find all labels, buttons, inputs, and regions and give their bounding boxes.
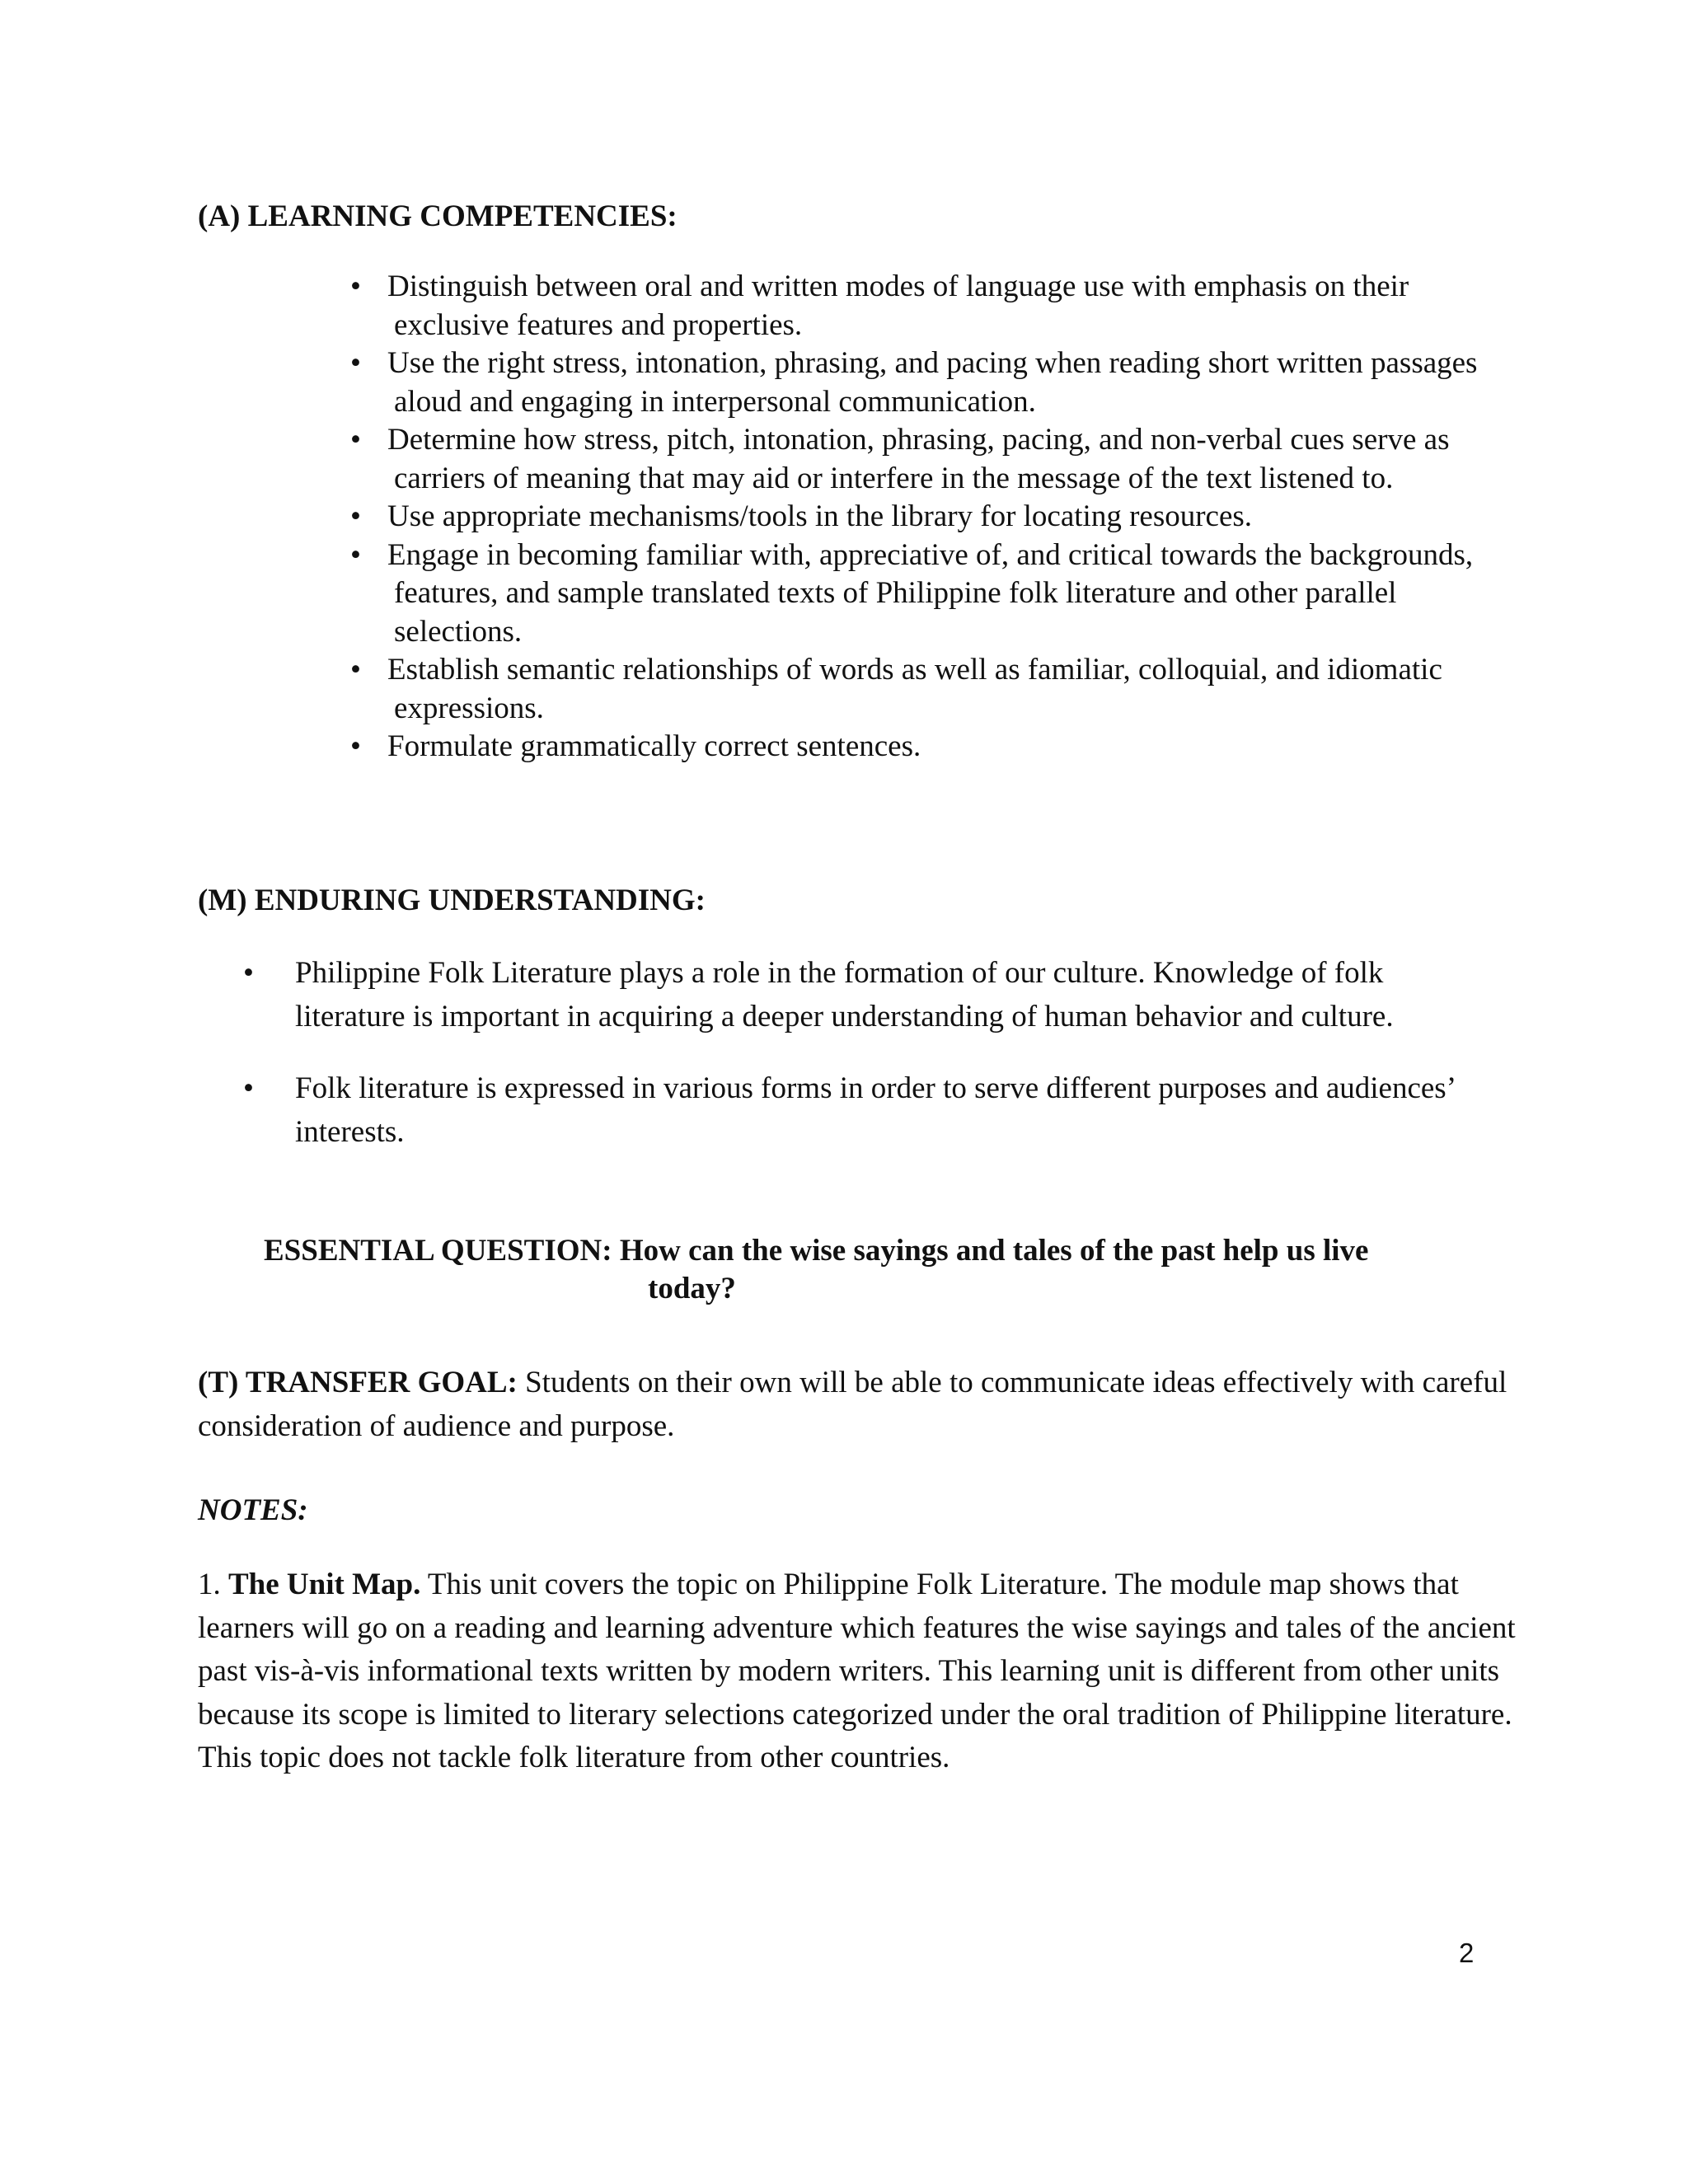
list-item-text: Establish semantic relationships of words as well as familiar, colloquial, and idiomatic expressions.: [387, 653, 1442, 725]
list-item: [243, 952, 1496, 1038]
bullet-icon: •: [350, 499, 361, 533]
notes-item-title: The Unit Map.: [228, 1568, 421, 1601]
list-item-text: Use the right stress, intonation, phrasing, and pacing when reading short written passages aloud and engaging in interpersonal communication.: [387, 346, 1478, 419]
notes-item-text: This unit covers the topic on Philippine Folk Literature. The module map shows that learners will go on a reading and learning adventure which features the wise sayings and tales of the ancient past vis-à-vis informational texts written by modern writers. This learning unit is different from other units because its scope is limited to literary selections categorized under the oral tradition of Philippine literature. This topic does not tackle folk literature from other countries.: [198, 1568, 1516, 1774]
list-item: [243, 1067, 1496, 1154]
list-item: [350, 268, 1488, 344]
bullet-icon: •: [350, 346, 361, 380]
essential-question-label: ESSENTIAL QUESTION:: [264, 1234, 612, 1268]
page-number: 2: [1459, 1938, 1475, 1968]
learning-competencies-heading: (A) LEARNING COMPETENCIES:: [198, 199, 678, 233]
essential-question: [264, 1232, 1500, 1308]
essential-question-text-continued: today?: [648, 1272, 736, 1305]
list-item-text: Determine how stress, pitch, intonation, phrasing, pacing, and non-verbal cues serve as carriers of meaning that may aid or interfere in the message of the text listened to.: [387, 423, 1450, 495]
bullet-icon: •: [350, 653, 361, 687]
list-item: [350, 537, 1488, 652]
learning-competencies-list: [350, 268, 1488, 766]
list-item-text: Philippine Folk Literature plays a role in the formation of our culture. Knowledge of folk literature is important in acquiring a deeper understanding of human behavior and culture.: [295, 956, 1394, 1033]
transfer-goal: [198, 1361, 1517, 1448]
essential-question-text: How can the wise sayings and tales of the past help us live: [619, 1234, 1369, 1268]
transfer-goal-label: (T) TRANSFER GOAL:: [198, 1366, 518, 1399]
list-item-text: Formulate grammatically correct sentences.: [387, 729, 921, 763]
list-item-text: Use appropriate mechanisms/tools in the library for locating resources.: [387, 499, 1253, 533]
notes-item: [198, 1563, 1517, 1780]
bullet-icon: •: [243, 1071, 254, 1105]
bullet-icon: •: [350, 269, 361, 303]
bullet-icon: •: [350, 423, 361, 457]
list-item-text: Folk literature is expressed in various forms in order to serve different purposes and audiences’ interests.: [295, 1071, 1455, 1149]
list-item: [350, 421, 1488, 498]
list-item-text: Engage in becoming familiar with, appreciative of, and critical towards the backgrounds, features, and sample translated texts of Philippine folk literature and other parallel selections.: [387, 537, 1474, 649]
list-item: [350, 498, 1488, 537]
transfer-goal-text: Students on their own will be able to communicate ideas effectively with careful consideration of audience and purpose.: [198, 1366, 1507, 1443]
list-item: [350, 728, 1488, 766]
list-item-text: Distinguish between oral and written modes of language use with emphasis on their exclusive features and properties.: [387, 269, 1409, 342]
enduring-understanding-heading: (M) ENDURING UNDERSTANDING:: [198, 883, 706, 917]
bullet-icon: •: [350, 729, 361, 763]
notes-heading: NOTES:: [198, 1493, 308, 1527]
list-item: [350, 651, 1488, 728]
list-item: [350, 344, 1488, 421]
bullet-icon: •: [350, 537, 361, 572]
bullet-icon: •: [243, 956, 254, 990]
enduring-understanding-list: [243, 952, 1496, 1183]
notes-item-number: 1.: [198, 1568, 221, 1601]
